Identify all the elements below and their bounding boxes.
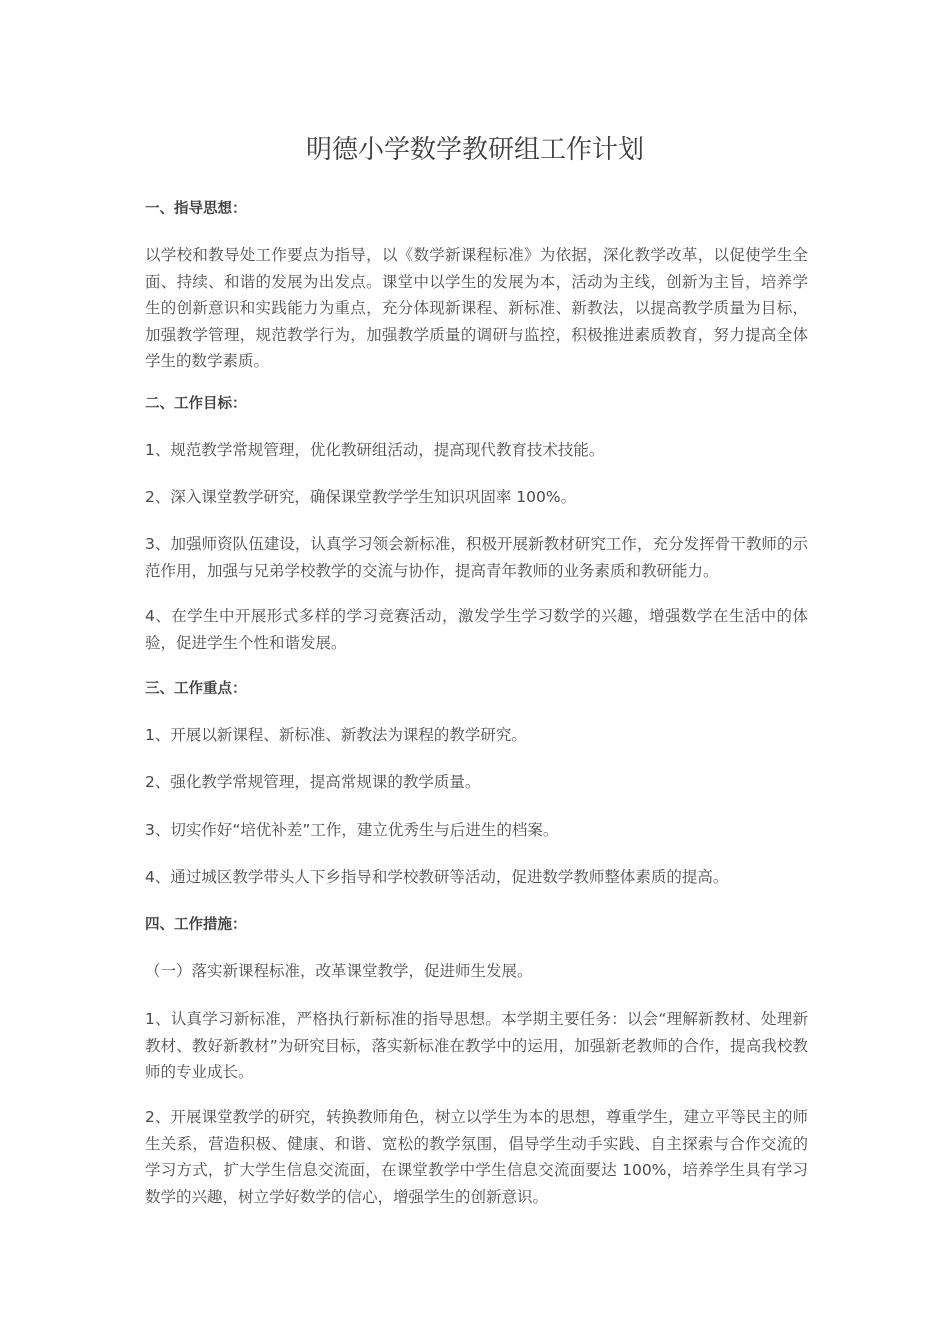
paragraph-goal-3: 3、加强师资队伍建设，认真学习领会新标准，积极开展新教材研究工作，充分发挥骨干教师的示范作用，加强与兄弟学校教学的交流与协作，提高青年教师的业务素质和教研能力。 [145,535,808,580]
paragraph-goal-1: 1、规范教学常规管理，优化教研组活动，提高现代教育技术技能。 [145,441,605,459]
paragraph-measure-1: 1、认真学习新标准，严格执行新标准的指导思想。本学期主要任务：以会“理解新教材、处理新教材、教好新教材”为研究目标，落实新标准在教学中的运用，加强新老教师的合作，提高我校教师的专业成长。 [145,1010,808,1081]
section-heading-work-goals: 二、工作目标： [145,396,247,412]
paragraph-focus-2: 2、强化教学常规管理，提高常规课的教学质量。 [145,773,481,791]
paragraph-focus-1: 1、开展以新课程、新标准、新教法为课程的教学研究。 [145,726,527,744]
paragraph-goal-4: 4、在学生中开展形式多样的学习竞赛活动，激发学生学习数学的兴趣，增强数学在生活中的体验，促进学生个性和谐发展。 [145,607,808,652]
paragraph-goal-2: 2、深入课堂教学研究，确保课堂教学学生知识巩固率 100%。 [145,488,577,506]
paragraph-measure-2: 2、开展课堂教学的研究，转换教师角色，树立以学生为本的思想，尊重学生，建立平等民主的师生关系，营造积极、健康、和谐、宽松的教学氛围，倡导学生动手实践、自主探索与合作交流的学习方式，扩大学生信息交流面，在课堂教学中学生信息交流面要达 100%，培养学生具有学习数学的兴趣，树立学好数学的信心，增强学生的创新意识。 [145,1108,808,1206]
document-title: 明德小学数学教研组工作计划 [305,135,644,165]
paragraph-guiding-thought: 以学校和教导处工作要点为指导，以《数学新课程标准》为依据，深化教学改革，以促使学生全面、持续、和谐的发展为出发点。课堂中以学生的发展为本，活动为主线，创新为主旨，培养学生的创新意识和实践能力为重点，充分体现新课程、新标准、新教法，以提高教学质量为目标，加强教学管理，规范教学行为，加强教学质量的调研与监控，积极推进素质教育，努力提高全体学生的数学素质。 [145,246,808,370]
paragraph-measures-subheading: （一）落实新课程标准，改革课堂教学，促进师生发展。 [145,962,533,980]
paragraph-focus-4: 4、通过城区教学带头人下乡指导和学校教研等活动，促进数学教师整体素质的提高。 [145,868,729,886]
section-heading-work-focus: 三、工作重点： [145,681,247,697]
section-heading-work-measures: 四、工作措施： [145,917,247,933]
paragraph-focus-3: 3、切实作好“培优补差”工作，建立优秀生与后进生的档案。 [145,821,559,839]
section-heading-guiding-thought: 一、指导思想： [145,201,247,217]
